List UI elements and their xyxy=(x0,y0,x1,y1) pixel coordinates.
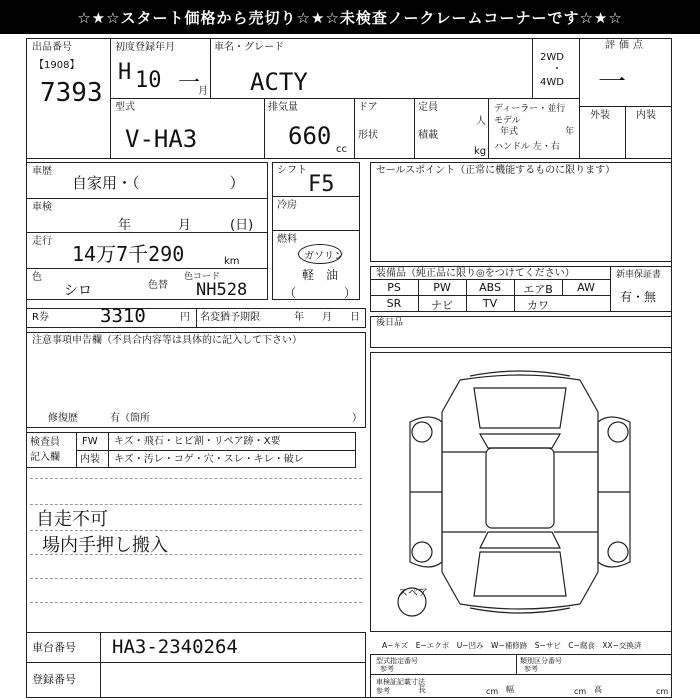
car-windshield xyxy=(480,434,560,448)
lot-label: 出品番号 xyxy=(32,42,72,53)
displacement-value: 660 xyxy=(288,122,332,150)
color-code-value: NH528 xyxy=(196,280,248,300)
score-value: 一 xyxy=(598,65,627,98)
first-reg-era: H xyxy=(118,60,132,85)
history-label: 車歴 xyxy=(32,166,52,177)
equip-tv: TV xyxy=(482,297,498,310)
equip-sr: SR xyxy=(386,297,402,310)
inspector-interior: 内装 xyxy=(80,454,100,465)
car-name-value: ACTY xyxy=(250,68,308,96)
first-reg-month: 一 xyxy=(178,71,201,96)
drive-2wd: 2WD xyxy=(540,52,564,63)
inspector-interior-text: キズ・汚レ・コゲ・穴・スレ・キレ・破レ xyxy=(114,454,304,465)
capacity-unit: 人 xyxy=(476,116,486,127)
remark-line-1: 自走不可 xyxy=(36,509,108,530)
sales-point-block xyxy=(370,162,672,262)
chassis-value: HA3-2340264 xyxy=(112,636,238,658)
title-deadline-day: 日 xyxy=(350,312,360,323)
cert-label: 車検証記載寸法 xyxy=(376,678,425,686)
inspection-year: 年 xyxy=(118,218,132,233)
new-warranty-value: 有・無 xyxy=(620,290,657,304)
wheel-front-left xyxy=(412,422,432,442)
color-label: 色 xyxy=(32,272,42,283)
displacement-label: 排気量 xyxy=(268,102,298,113)
cert-height: 高 xyxy=(594,685,602,694)
drive-4wd: 4WD xyxy=(540,77,564,88)
after-day-label: 後日品 xyxy=(376,318,404,328)
fuel-label: 燃料 xyxy=(277,234,297,245)
repair-label: 修復歴 xyxy=(48,413,78,424)
recycle-label: R券 xyxy=(32,312,49,323)
cert-height-cm: cm xyxy=(656,687,669,696)
repair-close: ） xyxy=(352,413,362,424)
plate-label: 登録番号 xyxy=(32,673,76,686)
dealer-year-unit: 年 xyxy=(565,127,575,137)
cert-length: 長 xyxy=(418,685,426,694)
car-hood xyxy=(474,388,566,428)
score-exterior: 外装 xyxy=(590,110,610,121)
score-interior: 内装 xyxy=(636,110,656,121)
inspector-label2: 記入欄 xyxy=(30,452,60,463)
inspection-day: (日) xyxy=(230,218,254,233)
color-value: シロ xyxy=(64,283,92,299)
remark-line-2: 場内手押し搬入 xyxy=(42,535,168,556)
title-deadline-month: 月 xyxy=(322,312,332,323)
displacement-unit: cc xyxy=(336,144,347,155)
chassis-label: 車台番号 xyxy=(32,641,76,654)
equip-airbag: エアB xyxy=(523,283,553,296)
inspector-fw-text: キズ・飛石・ヒビ割・リペア跡・X要 xyxy=(114,436,281,447)
new-warranty-label: 新車保証書 xyxy=(616,270,662,280)
model-label: 型式 xyxy=(115,102,135,113)
model-value: V-HA3 xyxy=(125,125,198,153)
shift-label: シフト xyxy=(277,165,307,176)
door-shape: 形状 xyxy=(358,130,378,141)
fuel-paren: （ ） xyxy=(284,286,357,300)
ac-label: 冷房 xyxy=(277,200,297,211)
mileage-label: 走行 xyxy=(32,236,52,247)
cert-width: 幅 xyxy=(506,685,514,694)
sales-point-label: セールスポイント（正常に機能するものに限ります） xyxy=(376,165,616,176)
wheel-rear-left xyxy=(412,542,432,562)
dealer-label: ディーラー・並行 xyxy=(494,104,566,114)
type-code-label: 型式指定番号 xyxy=(376,657,418,665)
inspector-fw: FW xyxy=(82,436,98,447)
first-reg-label: 初度登録年月 xyxy=(115,42,175,53)
dealer-model: モデル xyxy=(494,116,521,126)
car-body-outline xyxy=(442,375,598,609)
type-code-ref: 参考 xyxy=(380,665,394,673)
equip-abs: ABS xyxy=(479,281,501,294)
class-code-ref: 参考 xyxy=(524,665,538,673)
mileage-value: 14万7千290 xyxy=(72,242,185,266)
class-code-label: 類別区分番号 xyxy=(520,657,562,665)
capacity-load: 積載 xyxy=(418,130,438,141)
wheel-rear-right xyxy=(608,542,628,562)
shift-value: F5 xyxy=(308,172,335,197)
mileage-unit: km xyxy=(224,256,240,267)
dealer-year: 年式 xyxy=(500,127,519,137)
car-rear-window xyxy=(480,532,560,548)
wheel-front-right xyxy=(608,422,628,442)
first-reg-month-unit: 月 xyxy=(198,86,208,97)
door-label: ドア xyxy=(358,102,378,113)
lot-number: 7393 xyxy=(40,78,103,108)
first-reg-year: 10 xyxy=(135,68,162,93)
damage-legend: A−キズ E−エクボ U−凹み W−補修跡 S−サビ C−腐食 XX−交換済 xyxy=(382,641,642,650)
equip-aw: AW xyxy=(577,281,595,294)
inspection-label: 車検 xyxy=(32,202,52,213)
score-label: 評価点 xyxy=(605,40,647,51)
cert-length-cm: cm xyxy=(486,687,499,696)
fuel-value: ガソリン xyxy=(304,251,344,262)
equip-pw: PW xyxy=(433,281,451,294)
car-roof xyxy=(486,448,554,528)
capacity-label: 定員 xyxy=(418,102,438,113)
equip-ps: PS xyxy=(387,281,401,294)
car-name-label: 車名・グレード xyxy=(214,42,284,53)
equip-leather: カワ xyxy=(527,299,549,312)
title-deadline-year: 年 xyxy=(294,312,304,323)
inspector-label1: 検査員 xyxy=(30,437,60,448)
color-code-label: 色コード xyxy=(184,272,221,282)
capacity-load-unit: kg xyxy=(474,146,487,157)
equip-navi: ナビ xyxy=(431,299,453,312)
color-swap-label: 色替 xyxy=(148,280,168,291)
fuel-diesel: 軽 油 xyxy=(302,268,339,282)
car-rear-deck xyxy=(474,552,566,596)
spare-label: スペア xyxy=(398,588,428,599)
repair-value: 有（箇所 xyxy=(110,413,150,424)
recycle-value: 3310 xyxy=(100,305,146,327)
drive-dot: ・ xyxy=(552,64,562,75)
lot-sub: 【1908】 xyxy=(34,60,80,71)
banner: ☆★☆スタート価格から売切り☆★☆未検査ノークレームコーナーです☆★☆ xyxy=(0,0,700,34)
cert-ref: 参考 xyxy=(376,687,390,695)
notes-label: 注意事項申告欄（不具合内容等は具体的に記入して下さい） xyxy=(32,335,302,346)
history-value: 自家用・（ ） xyxy=(72,174,245,192)
title-deadline-label: 名変猶予期限 xyxy=(200,312,260,323)
dealer-handle: ハンドル 左・右 xyxy=(494,142,560,152)
recycle-unit: 円 xyxy=(180,312,190,323)
cert-width-cm: cm xyxy=(574,687,587,696)
after-day-block xyxy=(370,316,672,348)
equipment-label: 装備品（純正品に限り◎をつけてください） xyxy=(376,268,575,279)
inspection-month: 月 xyxy=(178,218,192,233)
